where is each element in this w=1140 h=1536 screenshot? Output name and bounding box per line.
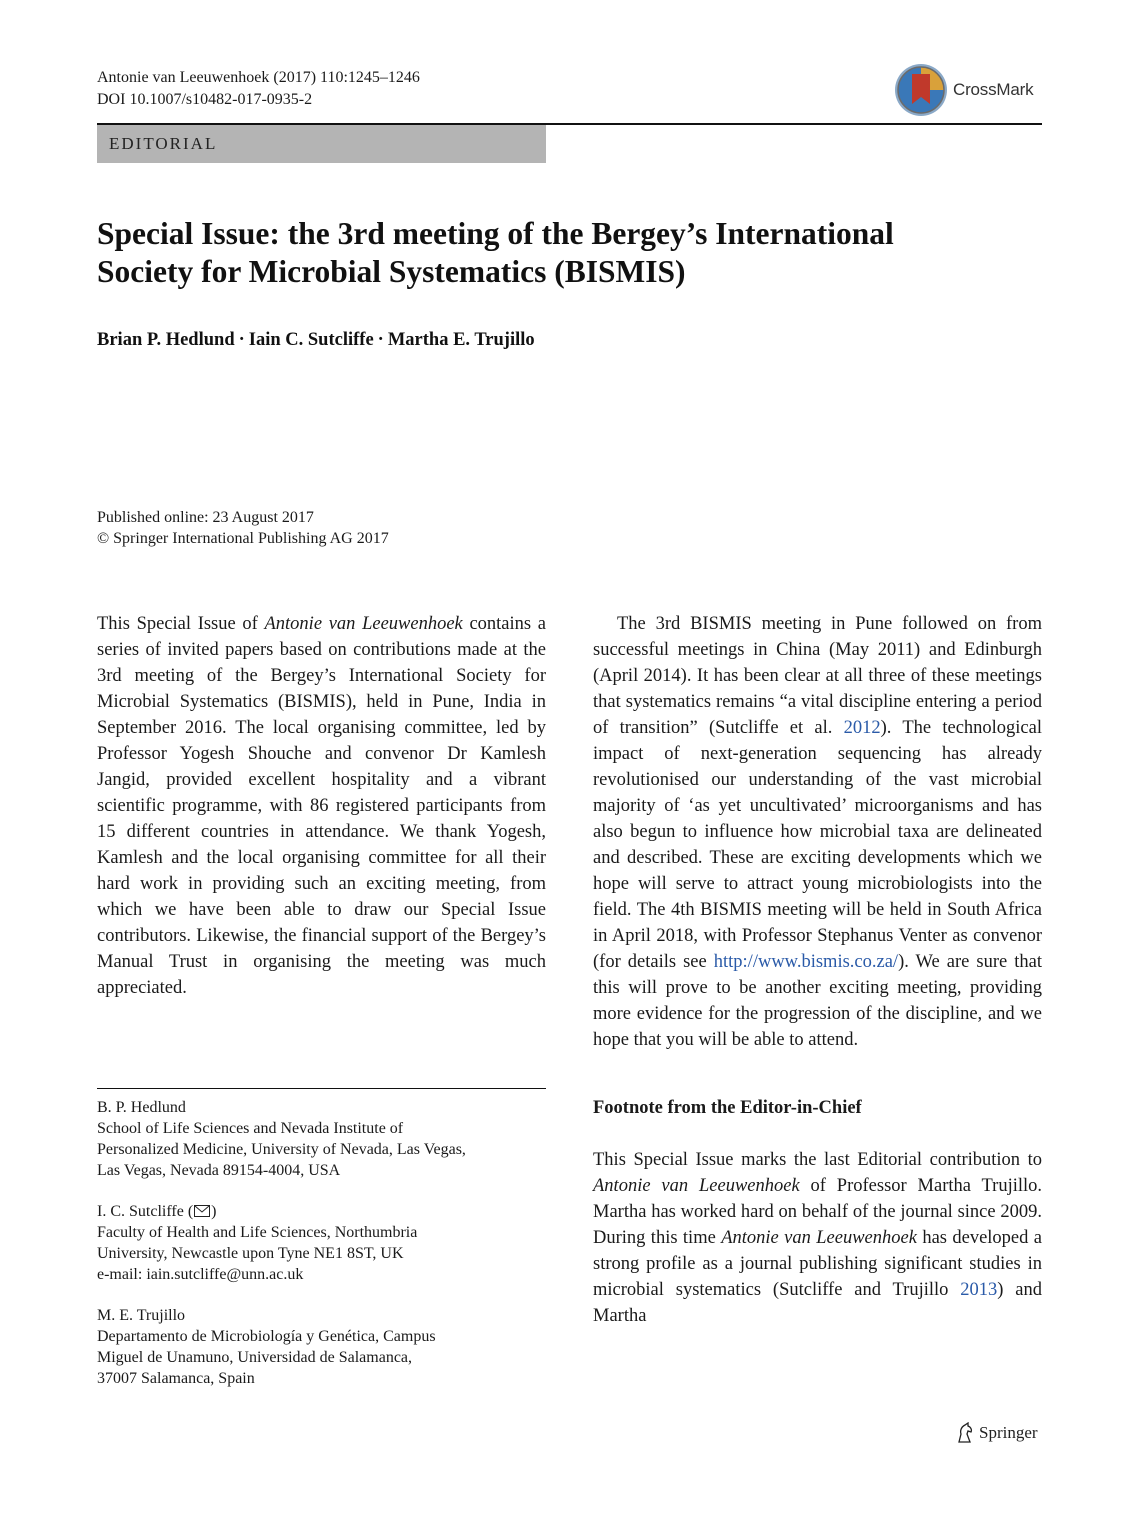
author-name: Brian P. Hedlund — [97, 330, 235, 350]
affiliation-line: School of Life Sciences and Nevada Institute of — [97, 1120, 404, 1137]
citation-link[interactable]: 2012 — [843, 718, 881, 738]
author-list — [97, 328, 535, 352]
body-text: The 3rd BISMIS meeting in Pune followed on from successful meetings in China (May 2011) and Edinburgh (April 2014). It has been clear at all three of these meetings that systematics remains “a vital discipline entering a period of transition” (Sutcliffe et al. — [593, 614, 1042, 738]
body-paragraph — [593, 611, 1042, 1053]
crossmark-icon — [893, 62, 949, 118]
springer-horse-icon — [955, 1422, 975, 1444]
journal-name: Antonie van Leeuwenhoek — [264, 614, 463, 634]
body-paragraph — [97, 611, 546, 1001]
citation-link[interactable]: 2013 — [960, 1280, 998, 1300]
affiliation-line: Miguel de Unamuno, Universidad de Salamanca, — [97, 1349, 413, 1366]
publication-info — [97, 507, 389, 549]
body-text: has developed a strong profile as a journal publishing significant studies in microbial systematics (Sutcliffe and Trujillo — [593, 1228, 1042, 1300]
doi: DOI 10.1007/s10482-017-0935-2 — [97, 91, 313, 108]
body-text: This Special Issue of — [97, 614, 265, 634]
affiliation-divider — [97, 1088, 546, 1089]
article-title: Special Issue: the 3rd meeting of the Bergey’s International Society for Microbial Systematics (BISMIS) — [97, 216, 894, 289]
envelope-icon[interactable] — [194, 1205, 210, 1217]
body-text: ). The technological impact of next-generation sequencing has already revolutionised our understanding of the vast microbial majority of ‘as yet uncultivated’ microorganisms and has also begun to influence how microbial taxa are delineated and described. These are exciting developments which we hope will serve to attract young microbiologists into the field. The 4th BISMIS meeting will be held in South Africa in April 2018, with Professor Stephanus Venter as convenor (for details see — [593, 718, 1042, 972]
body-text: ). We are sure that this will prove to be another exciting meeting, providing more evidence for the progression of the discipline, and we hope that you will be able to attend. — [593, 952, 1042, 1050]
body-text: of Professor Martha Trujillo. Martha has worked hard on behalf of the journal since 2009. During this time — [593, 1176, 1043, 1248]
body-text: ) and Martha — [593, 1280, 1042, 1326]
body-text: This Special Issue marks the last Editorial contribution to — [593, 1150, 1042, 1170]
author-separator: · — [238, 330, 245, 350]
journal-name: Antonie van Leeuwenhoek — [721, 1228, 917, 1248]
section-label: EDITORIAL — [97, 125, 546, 163]
affiliation-block — [97, 1201, 546, 1285]
affiliation-author: B. P. Hedlund — [97, 1099, 186, 1116]
author-separator: · — [377, 330, 384, 350]
journal-name: Antonie van Leeuwenhoek — [593, 1176, 800, 1196]
author-name: Iain C. Sutcliffe — [248, 330, 374, 350]
affiliation-block — [97, 1305, 546, 1389]
publisher-name: Springer — [979, 1423, 1038, 1442]
affiliation-line: Faculty of Health and Life Sciences, Northumbria — [97, 1224, 418, 1241]
copyright-notice: © Springer International Publishing AG 2017 — [97, 530, 389, 547]
publisher-logo — [955, 1422, 1038, 1444]
affiliations — [97, 1097, 546, 1409]
affiliation-author: M. E. Trujillo — [97, 1307, 186, 1324]
affiliation-author-row: I. C. Sutcliffe ( ) — [97, 1203, 217, 1220]
journal-citation: Antonie van Leeuwenhoek (2017) 110:1245–1246 — [97, 69, 420, 86]
body-column-left — [97, 611, 546, 1001]
body-column-right — [593, 611, 1042, 1329]
affiliation-author: I. C. Sutcliffe — [97, 1203, 184, 1220]
published-online-date: Published online: 23 August 2017 — [97, 509, 314, 526]
affiliation-email[interactable]: e-mail: iain.sutcliffe@unn.ac.uk — [97, 1266, 304, 1283]
bismis-website-link[interactable]: http://www.bismis.co.za/ — [713, 952, 899, 972]
affiliation-line: University, Newcastle upon Tyne NE1 8ST, UK — [97, 1245, 404, 1262]
author-name: Martha E. Trujillo — [387, 330, 535, 350]
affiliation-line: 37007 Salamanca, Spain — [97, 1370, 255, 1387]
body-text: contains a series of invited papers based on contributions made at the 3rd meeting of the Bergey’s International Society for Microbial Systematics (BISMIS), held in Pune, India in September 2016. The local organising committee, led by Professor Yogesh Shouche and convenor Dr Kamlesh Jangid, provided excellent hospitality and a vibrant scientific programme, with 86 registered participants from 15 different countries in attendance. We thank Yogesh, Kamlesh and the local organising committee for all their hard work in providing such an exciting meeting, from which we have been able to draw our Special Issue contributors. Likewise, the financial support of the Bergey’s Manual Trust in organising the meeting was much appreciated. — [97, 614, 546, 998]
affiliation-block — [97, 1097, 546, 1181]
section-heading: Footnote from the Editor-in-Chief — [593, 1098, 862, 1118]
affiliation-line: Las Vegas, Nevada 89154-4004, USA — [97, 1162, 341, 1179]
crossmark-label: CrossMark — [953, 80, 1034, 99]
body-paragraph — [593, 1147, 1042, 1329]
affiliation-line: Personalized Medicine, University of Nevada, Las Vegas, — [97, 1141, 466, 1158]
affiliation-line: Departamento de Microbiología y Genética, Campus — [97, 1328, 436, 1345]
crossmark-badge[interactable] — [893, 62, 1043, 118]
